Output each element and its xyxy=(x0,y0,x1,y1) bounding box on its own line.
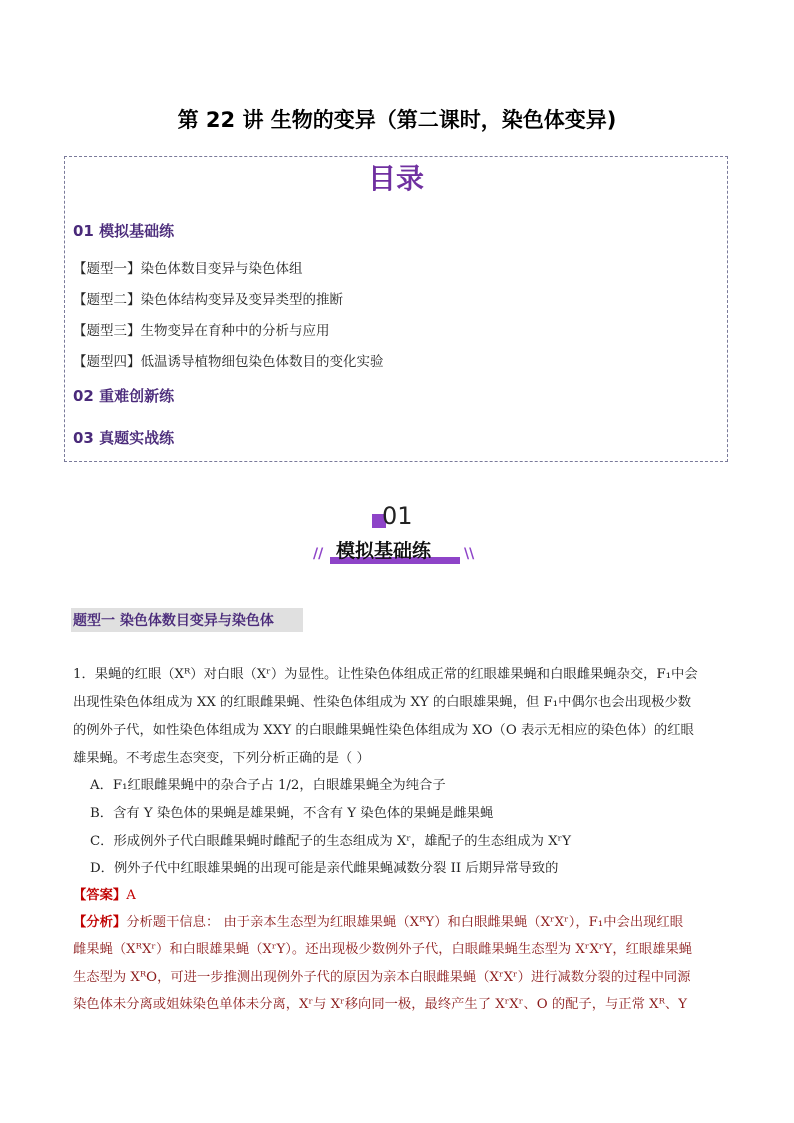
toc-section-2[interactable]: 02 重难创新练 xyxy=(73,387,175,405)
option-b: B．含有 Y 染色体的果蝇是雄果蝇，不含有 Y 染色体的果蝇是雌果蝇 xyxy=(90,806,494,821)
toc-heading: 目录 xyxy=(367,162,424,195)
question-line-4: 雄果蝇。不考虑生态突变，下列分析正确的是（ ） xyxy=(73,751,370,766)
analysis-tag: 【分析】 xyxy=(73,915,127,930)
analysis-line-2: 雌果蝇（XᴿXʳ）和白眼雄果蝇（XʳY）。还出现极少数例外子代，白眼雌果蝇生态型为 XʳXʳY，红眼雄果蝇 xyxy=(73,942,693,957)
option-d: D．例外子代中红眼雄果蝇的出现可能是亲代雌果蝇减数分裂 II 后期异常导致的 xyxy=(90,861,559,876)
table-of-contents xyxy=(64,156,728,462)
question-line-3: 的例外子代，如性染色体组成为 XXY 的白眼雌果蝇性染色体组成为 XO（O 表示无相应的染色体）的红眼 xyxy=(73,723,694,738)
question-line-1: 1．果蝇的红眼（Xᴿ）对白眼（Xʳ）为显性。让性染色体组成正常的红眼雄果蝇和白眼雌果蝇杂交，F₁中会 xyxy=(73,667,698,682)
option-c: C．形成例外子代白眼雌果蝇时雌配子的生态组成为 Xʳ，雄配子的生态组成为 XʳY xyxy=(90,834,572,849)
option-a: A．F₁红眼雌果蝇中的杂合子占 1/2，白眼雄果蝇全为纯合子 xyxy=(90,778,446,793)
section-slash-left: // xyxy=(313,546,324,562)
toc-section-3[interactable]: 03 真题实战练 xyxy=(73,429,175,447)
answer-tag: 【答案】 xyxy=(73,888,127,903)
analysis-text-1: 分析题干信息： 由于亲本生态型为红眼雄果蝇（XᴿY）和白眼雌果蝇（XʳXʳ），F₁中会出现红眼 xyxy=(126,915,684,930)
toc-item-2[interactable]: 【题型二】染色体结构变异及变异类型的推断 xyxy=(73,292,343,308)
toc-item-4[interactable]: 【题型四】低温诱导植物细包染色体数目的变化实验 xyxy=(73,354,384,370)
answer-value: A xyxy=(126,888,136,903)
section-slash-right: \\ xyxy=(464,546,475,562)
analysis-line-3: 生态型为 XᴿO，可进一步推测出现例外子代的原因为亲本白眼雌果蝇（XʳXʳ）进行减数分裂的过程中同源 xyxy=(73,970,691,985)
analysis-line-1 xyxy=(73,911,683,930)
toc-item-1[interactable]: 【题型一】染色体数目变异与染色体组 xyxy=(73,261,303,277)
section-number: 01 xyxy=(382,502,413,530)
topic-heading: 题型一 染色体数目变异与染色体 xyxy=(73,613,274,629)
analysis-line-4: 染色体未分离或姐妹染色单体未分离，Xʳ与 Xʳ移向同一极，最终产生了 XʳXʳ、O 的配子，与正常 Xᴿ、Y xyxy=(73,997,687,1012)
question-line-2: 出现性染色体组成为 XX 的红眼雌果蝇、性染色体组成为 XY 的白眼雄果蝇，但 F₁中偶尔也会出现极少数 xyxy=(73,695,692,710)
toc-section-1[interactable]: 01 模拟基础练 xyxy=(73,222,175,240)
page-title: 第 22 讲 生物的变异（第二课时，染色体变异) xyxy=(177,108,617,132)
section-title: 模拟基础练 xyxy=(336,540,432,562)
toc-item-3[interactable]: 【题型三】生物变异在育种中的分析与应用 xyxy=(73,323,330,339)
answer-line xyxy=(73,884,136,903)
